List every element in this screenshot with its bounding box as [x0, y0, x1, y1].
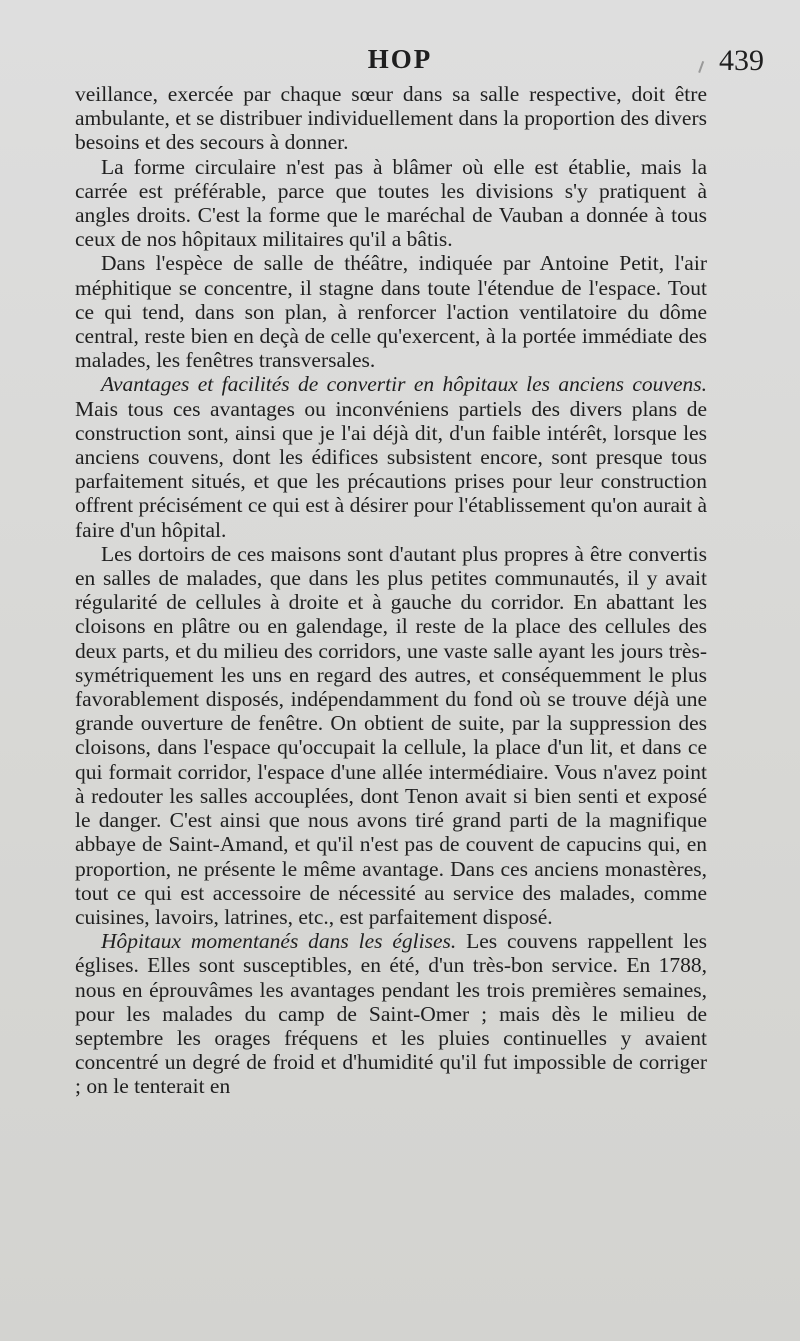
paragraph-text: veillance, exercée par chaque sœur dans sa salle respective, doit être ambulante, et se distribuer individuellement dans la proportion des divers besoins et des secours à donner. [75, 82, 707, 155]
paragraph-text: Les dortoirs de ces maisons sont d'autant plus propres à être convertis en salles de malades, que dans les plus petites communautés, il y avait régularité de cellules à droite et à gauche du corridor. En abattant les cloisons en plâtre ou en galendage, il reste de la place des cellules des deux parts, et du milieu des corridors, une vaste salle ayant les jours très-symétriquement les uns en regard des autres, et conséquemment le plus favorablement disposés, indépendamment du fond où se trouve déjà une grande ouverture de fenêtre. On obtient de suite, par la suppression des cloisons, dans l'espace qu'occupait la cellule, la place d'un lit, et dans ce qui formait corridor, l'espace d'une allée intermédiaire. Vous n'avez point à redouter les salles accouplées, dont Tenon avait si bien senti et exposé le danger. C'est ainsi que nous avons tiré grand parti de la magnifique abbaye de Saint-Amand, et qu'il n'est pas de couvent de capucins qui, en proportion, ne présente le même avantage. Dans ces anciens monastères, tout ce qui est accessoire de nécessité au service des malades, comme cuisines, lavoirs, latrines, etc., est parfaitement disposé. [75, 541, 707, 929]
paragraph [75, 372, 707, 541]
paragraph [75, 82, 707, 155]
paragraph [75, 542, 707, 929]
body-text [75, 82, 707, 1099]
section-heading-italic: Avantages et facilités de convertir en hôpitaux les anciens couvens. [101, 372, 707, 397]
paragraph [75, 929, 707, 1098]
paragraph-text: Les couvens rappellent les églises. Elles sont susceptibles, en été, d'un très-bon service. En 1788, nous en éprouvâmes les avantages pendant les trois premières semaines, pour les malades du camp de Saint-Omer ; mais dès le milieu de septembre les orages fréquens et les pluies continuelles y avaient concentré un degré de froid et d'humidité qu'il fut impossible de corriger ; on le tenterait en [75, 929, 708, 1099]
section-heading-italic: Hôpitaux momentanés dans les églises. [101, 929, 457, 954]
paragraph [75, 251, 707, 372]
paragraph-text: Mais tous ces avantages ou inconvéniens partiels des divers plans de construction sont, ainsi que je l'ai déjà dit, d'un faible intérêt, lorsque les anciens couvens, dont les édifices subsistent encore, sont presque tous parfaitement situés, et que les précautions prises pour leur construction offrent précisément ce qui est à désirer pour l'établissement qu'on aurait à faire d'un hôpital. [75, 396, 707, 542]
running-head: HOP [367, 44, 433, 74]
paragraph-text: La forme circulaire n'est pas à blâmer où elle est établie, mais la carrée est préférable, parce que toutes les divisions s'y pratiquent à angles droits. C'est la forme que le maréchal de Vauban a donnée à tous ceux de nos hôpitaux militaires qu'il a bâtis. [75, 154, 707, 252]
paragraph-text: Dans l'espèce de salle de théâtre, indiquée par Antoine Petit, l'air méphitique se concentre, il stagne dans toute l'étendue de l'espace. Tout ce qui tend, dans son plan, à renforcer l'action ventilatoire du dôme central, reste bien en deçà de celle qu'exercent, à la portée immédiate des malades, les fenêtres transversales. [75, 251, 707, 373]
page-header [0, 44, 800, 84]
paragraph [75, 155, 707, 252]
page-number: 439 [719, 44, 764, 77]
